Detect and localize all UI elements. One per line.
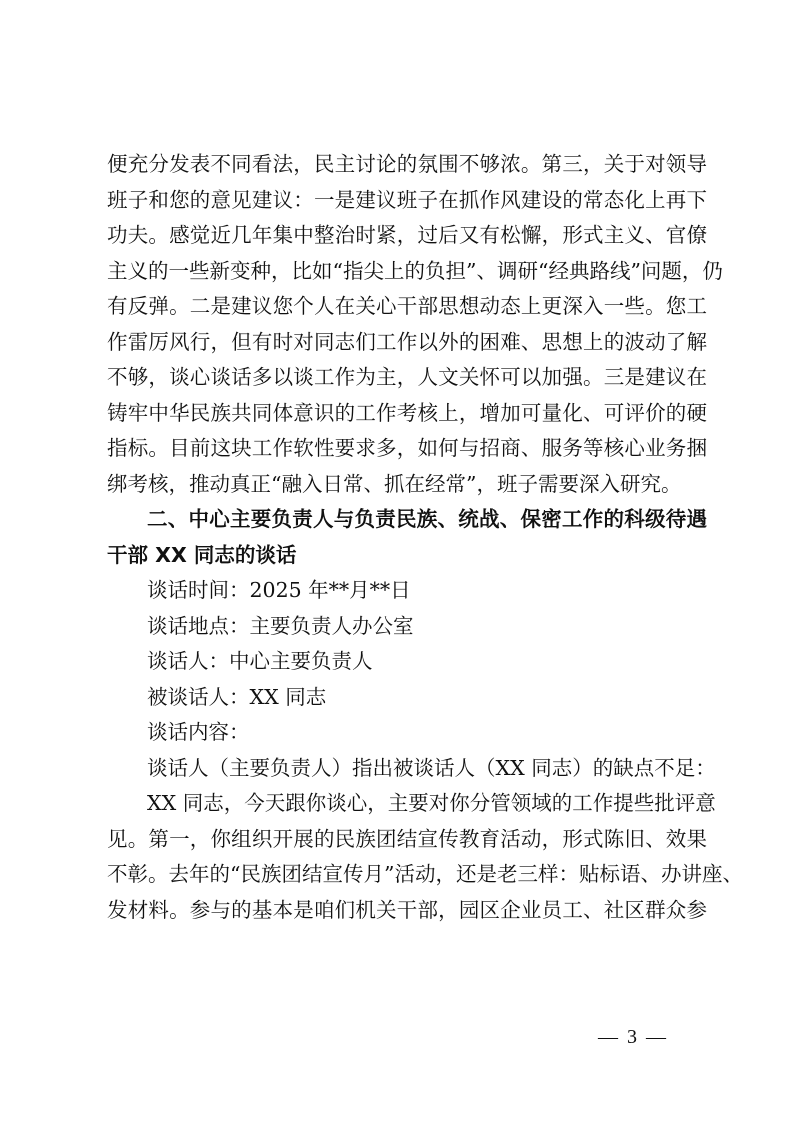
talk-listener: 被谈话人：XX 同志	[147, 684, 327, 709]
document-body	[107, 147, 743, 928]
page-number: — 3 —	[598, 1026, 668, 1048]
text-line: 班子和您的意见建议：一是建议班子在抓作风建设的常态化上再下	[107, 187, 707, 212]
section-heading: 干部 XX 同志的谈话	[107, 542, 297, 567]
talk-time: 谈话时间：2025 年**月**日	[147, 578, 411, 602]
text-line: 不够，谈心谈话多以谈工作为主，人文关怀可以加强。三是建议在	[107, 365, 707, 389]
talk-place: 谈话地点：主要负责人办公室	[147, 613, 414, 638]
talk-intro: 谈话人（主要负责人）指出被谈话人（XX 同志）的缺点不足：	[147, 755, 716, 780]
text-line: 功夫。感觉近几年集中整治时紧，过后又有松懈，形式主义、官僚	[107, 223, 707, 247]
text-line: 不彰。去年的“民族团结宣传月”活动，还是老三样：贴标语、办讲座、	[107, 862, 743, 886]
talk-content-label: 谈话内容：	[147, 720, 250, 744]
text-line: 作雷厉风行，但有时对同志们工作以外的困难、思想上的波动了解	[107, 329, 707, 354]
text-line: 有反弹。二是建议您个人在关心干部思想动态上更深入一些。您工	[107, 294, 707, 318]
text-line: 铸牢中华民族共同体意识的工作考核上，增加可量化、可评价的硬	[107, 400, 707, 425]
text-line: 主义的一些新变种，比如“指尖上的负担”、调研“经典路线”问题，仍	[107, 258, 723, 283]
text-line: 见。第一，你组织开展的民族团结宣传教育活动，形式陈旧、效果	[107, 826, 707, 851]
section-heading: 二、中心主要负责人与负责民族、统战、保密工作的科级待遇	[147, 507, 707, 531]
talk-speaker: 谈话人：中心主要负责人	[147, 649, 373, 673]
text-line: 便充分发表不同看法，民主讨论的氛围不够浓。第三，关于对领导	[107, 152, 707, 176]
text-line: XX 同志，今天跟你谈心，主要对你分管领域的工作提些批评意	[147, 791, 716, 815]
text-line: 绑考核，推动真正“融入日常、抓在经常”，班子需要深入研究。	[107, 471, 682, 496]
text-line: 指标。目前这块工作软性要求多，如何与招商、服务等核心业务捆	[107, 436, 707, 460]
text-line: 发材料。参与的基本是咱们机关干部，园区企业员工、社区群众参	[107, 897, 707, 922]
